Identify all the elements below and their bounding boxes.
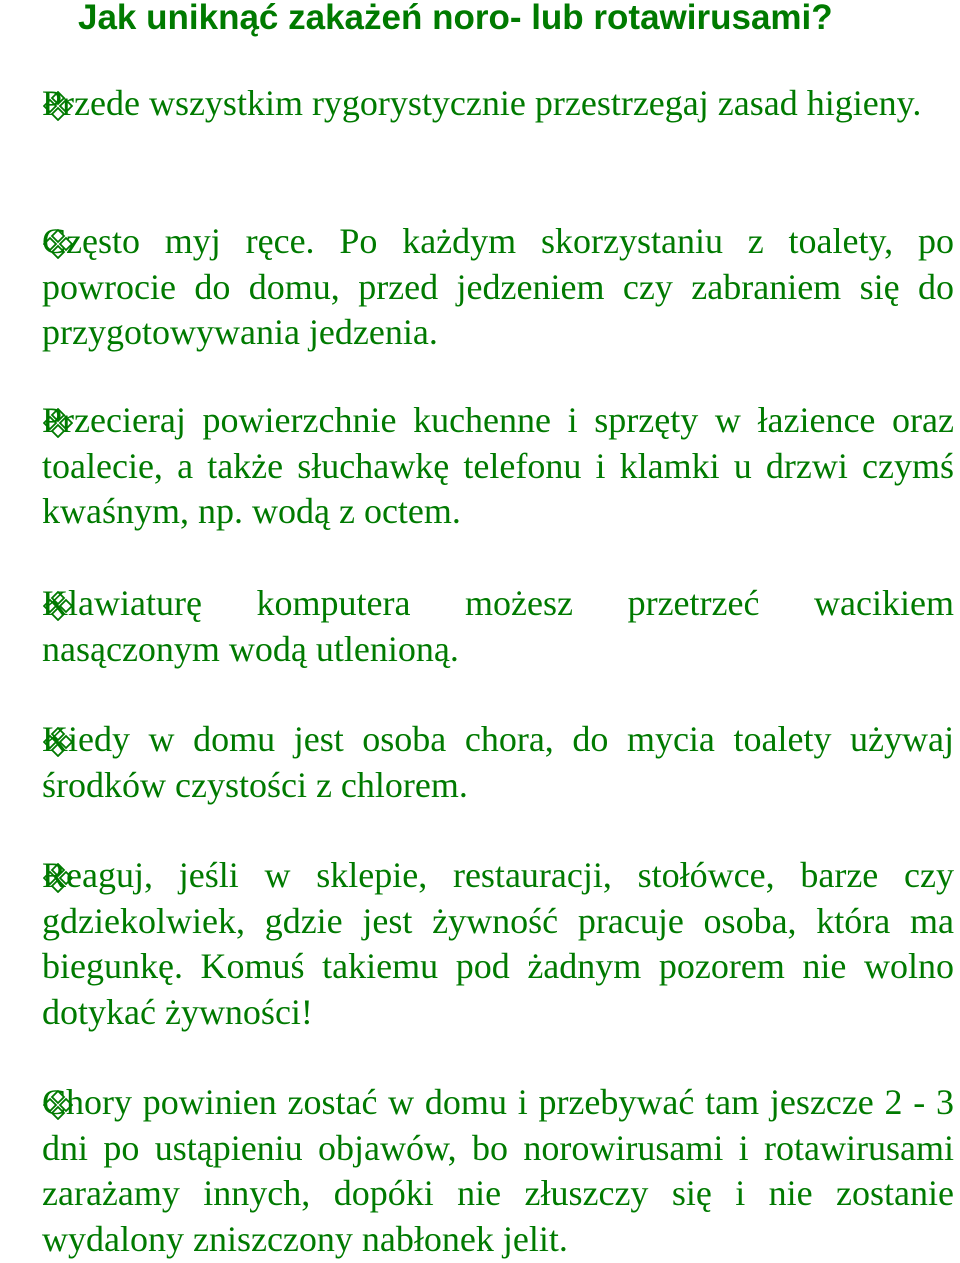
list-item-text: Często myj ręce. Po każdym skorzystaniu z toalety, po powrocie do domu, przed jedzeniem czy zabraniem się do przygotowywania jedzenia.	[42, 221, 954, 352]
four-diamond-bullet-icon	[43, 1090, 73, 1120]
list-item	[42, 1080, 954, 1262]
list-item	[42, 581, 954, 672]
list-item	[42, 81, 954, 127]
list-item-text: Przede wszystkim rygorystycznie przestrzegaj zasad higieny.	[42, 83, 922, 123]
list-item	[42, 398, 954, 535]
four-diamond-bullet-icon	[43, 727, 73, 757]
four-diamond-bullet-icon	[43, 408, 73, 438]
list-item	[42, 717, 954, 808]
four-diamond-bullet-icon	[43, 863, 73, 893]
list-item-text: Reaguj, jeśli w sklepie, restauracji, stołówce, barze czy gdziekolwiek, gdzie jest żywność pracuje osoba, która ma biegunkę. Komuś takiemu pod żadnym pozorem nie wolno dotykać żywności!	[42, 855, 954, 1032]
page-title: Jak uniknąć zakażeń noro- lub rotawirusami?	[78, 0, 833, 37]
list-item	[42, 219, 954, 356]
four-diamond-bullet-icon	[43, 91, 73, 121]
list-item-text: Przecieraj powierzchnie kuchenne i sprzęty w łazience oraz toalecie, a także słuchawkę telefonu i klamki u drzwi czymś kwaśnym, np. wodą z octem.	[42, 400, 954, 531]
list-item-text: Chory powinien zostać w domu i przebywać tam jeszcze 2 - 3 dni po ustąpieniu objawów, bo norowirusami i rotawirusami zarażamy innych, dopóki nie złuszczy się i nie zostanie wydalony zniszczony nabłonek jelit.	[42, 1082, 954, 1259]
list-item-text: Klawiaturę komputera możesz przetrzeć wacikiem nasączonym wodą utlenioną.	[42, 583, 954, 669]
list-item	[42, 853, 954, 1035]
list-item-text: Kiedy w domu jest osoba chora, do mycia toalety używaj środków czystości z chlorem.	[42, 719, 954, 805]
four-diamond-bullet-icon	[43, 591, 73, 621]
four-diamond-bullet-icon	[43, 229, 73, 259]
